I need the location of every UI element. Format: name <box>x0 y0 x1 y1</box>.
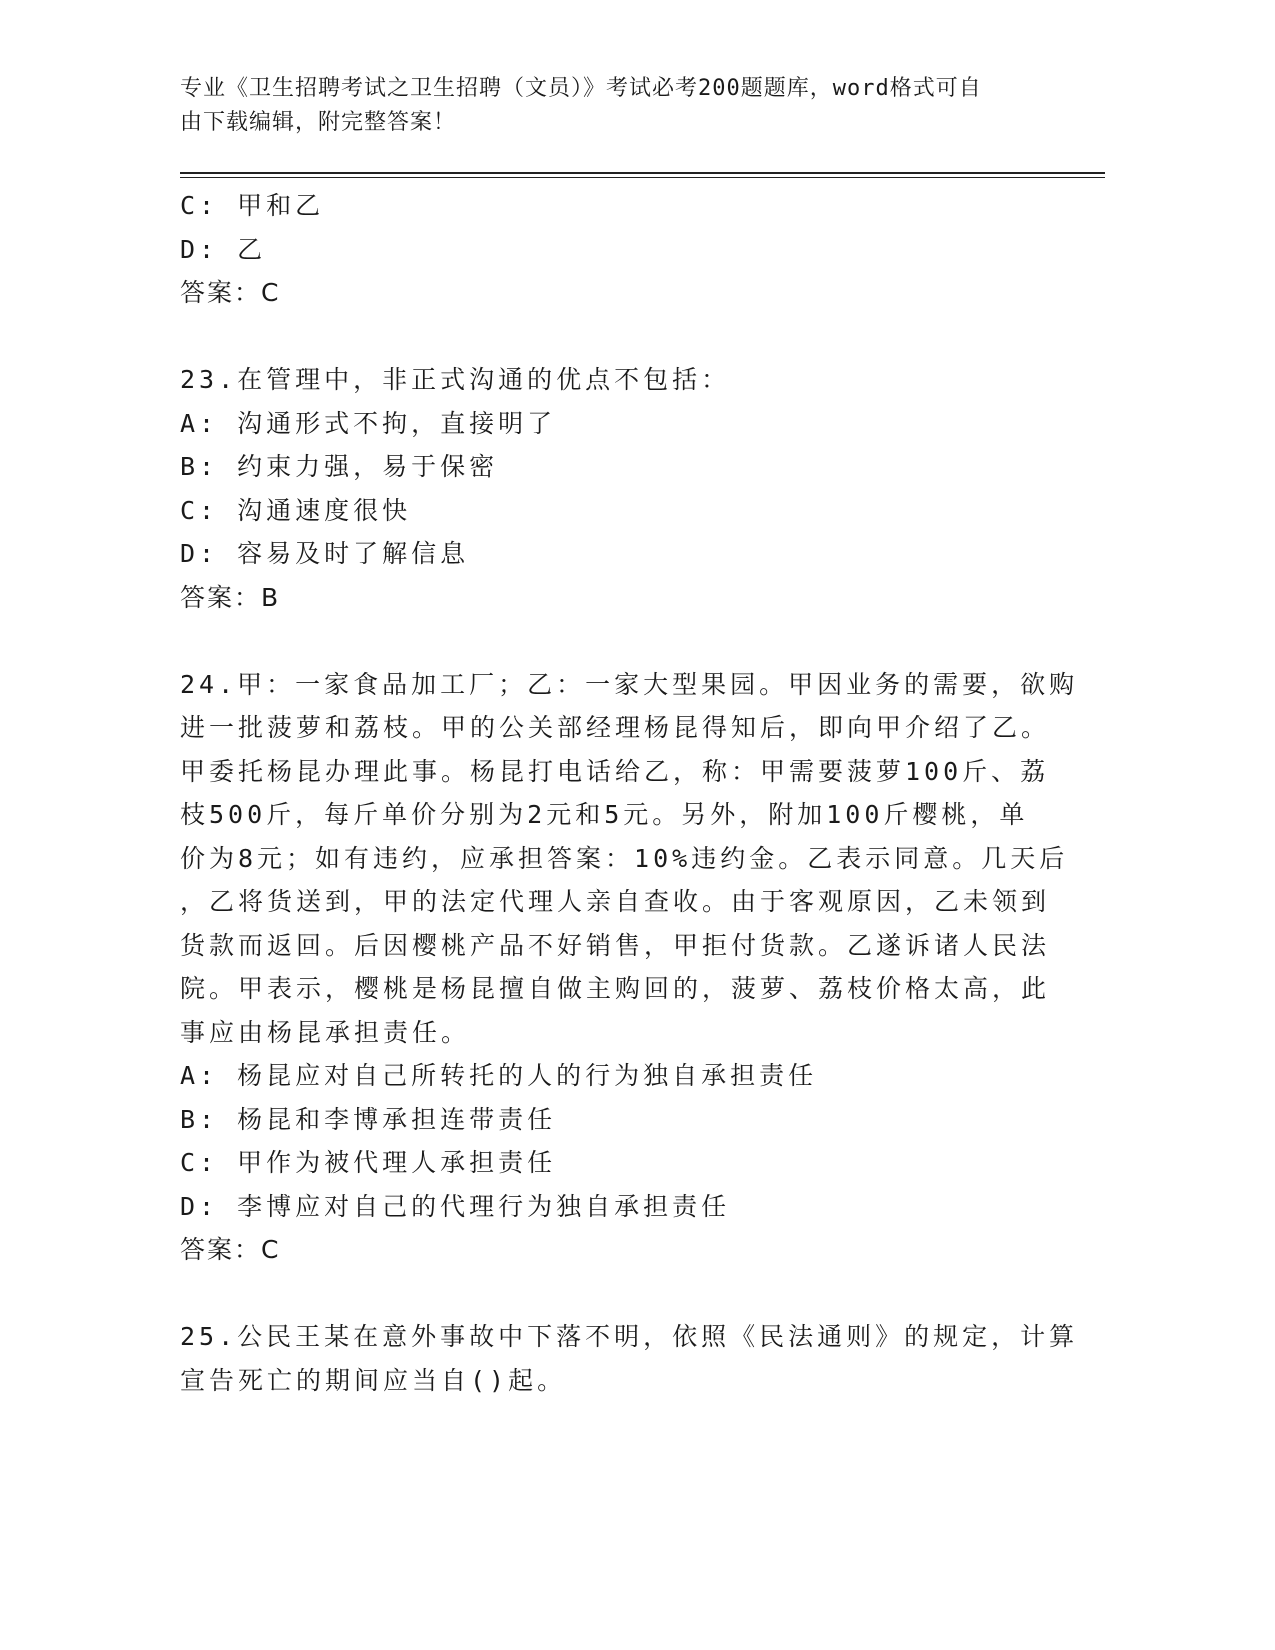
stem-line: 甲委托杨昆办理此事。杨昆打电话给乙，称：甲需要菠萝100斤、荔 <box>180 756 1050 786</box>
option-b: B: 杨昆和李博承担连带责任 <box>180 1104 557 1134</box>
header-line-1: 专业《卫生招聘考试之卫生招聘（文员）》考试必考200题题库，word格式可自 <box>180 76 982 101</box>
question-stem <box>180 663 1079 1055</box>
stem-line: 25.公民王某在意外事故中下落不明，依照《民法通则》的规定，计算 <box>180 1322 1079 1351</box>
header-line-2: 由下载编辑，附完整答案！ <box>180 110 457 135</box>
option-a: A: 杨昆应对自己所转托的人的行为独自承担责任 <box>180 1061 818 1090</box>
question-25 <box>180 1315 1079 1402</box>
option-d: D: 李博应对自己的代理行为独自承担责任 <box>180 1191 731 1221</box>
stem-line: 价为8元；如有违约，应承担答案：10%违约金。乙表示同意。几天后 <box>180 843 1069 873</box>
spacer <box>180 1272 1060 1316</box>
stem-line: 枝500斤，每斤单价分别为2元和5元。另外，附加100斤樱桃，单 <box>180 800 1029 829</box>
option-a: A: 沟通形式不拘，直接明了 <box>180 408 557 438</box>
option-c: C: 沟通速度很快 <box>180 495 412 525</box>
spacer <box>180 315 1060 359</box>
answer: 答案：C <box>180 1235 281 1264</box>
header-rule-thick <box>180 172 1105 174</box>
stem-line: 货款而返回。后因樱桃产品不好销售，甲拒付货款。乙遂诉诸人民法 <box>180 930 1051 960</box>
option-c: C: 甲作为被代理人承担责任 <box>180 1148 557 1177</box>
stem-line: 24.甲：一家食品加工厂；乙：一家大型果园。甲因业务的需要，欲购 <box>180 669 1079 699</box>
stem-line: 进一批菠萝和荔枝。甲的公关部经理杨昆得知后，即向甲介绍了乙。 <box>180 713 1051 742</box>
question-stem: 23.在管理中，非正式沟通的优点不包括： <box>180 365 731 394</box>
stem-line: 院。甲表示，樱桃是杨昆擅自做主购回的，菠萝、荔枝价格太高，此 <box>180 974 1051 1003</box>
question-content <box>180 184 1079 1402</box>
option-d: D: 容易及时了解信息 <box>180 539 470 568</box>
option-b: B: 约束力强，易于保密 <box>180 452 499 481</box>
question-24 <box>180 663 1079 1272</box>
option-d: D: 乙 <box>180 234 267 264</box>
stem-line: ，乙将货送到，甲的法定代理人亲自查收。由于客观原因，乙未领到 <box>180 887 1051 916</box>
stem-line: 宣告死亡的期间应当自()起。 <box>180 1365 567 1395</box>
header-rule-thin <box>180 177 1105 178</box>
question-23 <box>180 358 1060 619</box>
answer: 答案：B <box>180 582 281 612</box>
spacer <box>180 619 1060 663</box>
answer: 答案：C <box>180 278 281 307</box>
page-header <box>180 72 1060 140</box>
stem-line: 事应由杨昆承担责任。 <box>180 1017 471 1047</box>
question-22 <box>180 184 1060 315</box>
option-c: C: 甲和乙 <box>180 191 325 220</box>
